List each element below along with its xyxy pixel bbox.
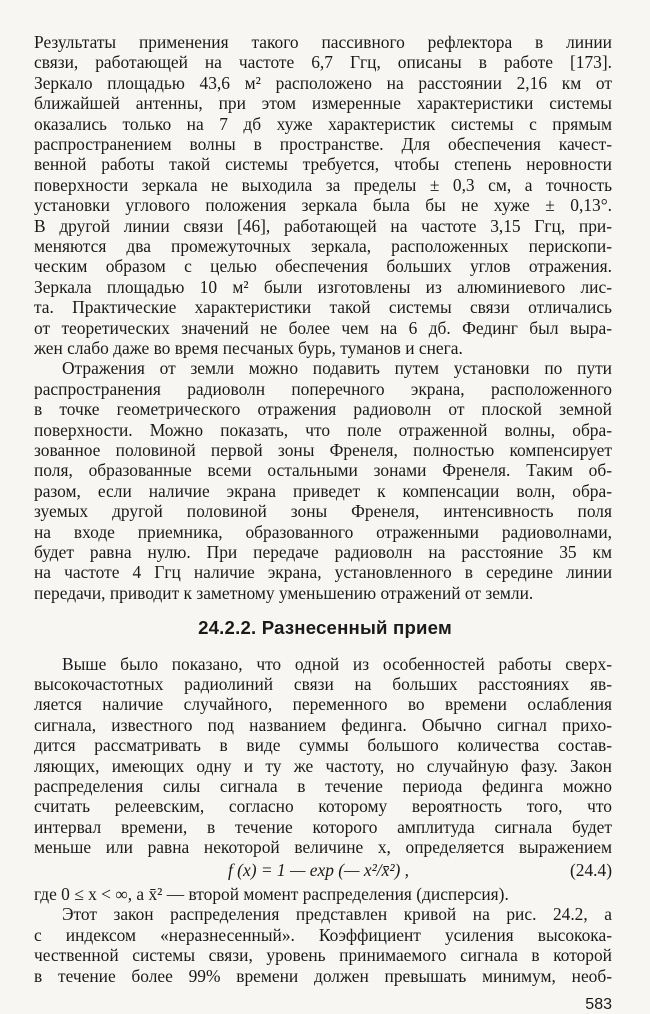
paragraph-1-line: Результаты применения такого пассивного рефлектора в линии	[34, 32, 612, 52]
paragraph-2-line: Отражения от земли можно подавить путем установки по пути	[62, 358, 612, 379]
paragraph-1-line: установки углового положения зеркала была бы не хуже ± 0,13°.	[34, 195, 612, 216]
paragraph-2-line: на входе приемника, образованного отраженными радиоволнами,	[34, 521, 612, 542]
paragraph-3-line: меньше или равна некоторой величине x, определяется выражением	[34, 837, 612, 858]
paragraph-2-line: будет равна нулю. При передаче радиоволн на расстояние 35 км	[34, 542, 612, 562]
paragraph-1-line: меняются два промежуточных зеркала, расположенных перископи-	[34, 236, 612, 256]
paragraph-1-line: Зеркало площадью 43,6 м² расположено на расстоянии 2,16 км от	[34, 72, 612, 93]
paragraph-3-line: ляется наличие случайного, переменного во времени ослабления	[34, 694, 612, 715]
paragraph-2-line: поля, образованные всеми остальными зонами Френеля. Таким об-	[34, 460, 612, 481]
paragraph-2-line: передачи, приводит к заметному уменьшению отражений от земли.	[34, 582, 534, 603]
paragraph-5-line: Этот закон распределения представлен кривой на рис. 24.2, а	[62, 904, 612, 925]
paragraph-1-line: венной работы такой системы требуется, чтобы степень неровности	[34, 154, 612, 175]
paragraph-3-line: распределения силы сигнала в течение периода фединга можно	[34, 776, 612, 796]
formula: f (x) = 1 — exp (— x²/x̄²) ,	[228, 859, 410, 880]
paragraph-1-line: Зеркала площадью 10 м² были изготовлены из алюминиевого лис-	[34, 276, 612, 297]
paragraph-2-line: зованное половиной первой зоны Френеля, полностью компенсирует	[34, 440, 612, 460]
paragraph-5-line: в течение более 99% времени должен превышать минимум, необ-	[34, 965, 612, 986]
paragraph-1-line: поверхности зеркала не выходила за пределы ± 0,3 см, а точность	[34, 174, 612, 195]
paragraph-2-line: на частоте 4 Ггц наличие экрана, установленного в середине линии	[34, 562, 612, 583]
paragraph-3-line: дится рассматривать в виде суммы большого количества состав-	[34, 735, 612, 756]
paragraph-2-line: в точке геометрического отражения радиоволн от плоской земной	[34, 399, 612, 420]
paragraph-1-line: связи, работающей на частоте 6,7 Ггц, описаны в работе [173].	[34, 52, 612, 73]
paragraph-1-line: та. Практические характеристики такой системы связи отличались	[34, 297, 612, 318]
paragraph-2-line: поверхности. Можно показать, что поле отраженной волны, обра-	[34, 419, 612, 440]
paragraph-3-line: сигнала, известного под названием фединга. Обычно сигнал прихо-	[34, 714, 612, 735]
paragraph-5-line: чественной системы связи, уровень принимаемого сигнала в которой	[34, 945, 612, 966]
equation-number: (24.4)	[569, 859, 612, 880]
paragraph-1-line: от теоретических значений не более чем на 6 дб. Фединг был выра-	[34, 317, 612, 338]
section-heading: 24.2.2. Разнесенный прием	[198, 617, 452, 639]
paragraph-3-line: ляющих, имеющих одну и ту же частоту, но случайную фазу. Закон	[34, 755, 612, 776]
paragraph-5-line: с индексом «неразнесенный». Коэффициент усиления высокока-	[34, 924, 612, 945]
paragraph-1-line: В другой линии связи [46], работающей на частоте 3,15 Ггц, при-	[34, 215, 612, 236]
paragraph-3-line: считать релеевским, согласно которому вероятность того, что	[34, 796, 612, 817]
paragraph-1-line: ближайшей антенны, при этом измеренные характеристики системы	[34, 93, 612, 114]
paragraph-1-line: оказались только на 7 дб хуже характеристик системы с прямым	[34, 113, 612, 134]
paragraph-3-line: Выше было показано, что одной из особенностей работы сверх-	[62, 653, 612, 674]
paragraph-3-line: интервал времени, в течение которого амплитуда сигнала будет	[34, 816, 612, 837]
page-number: 583	[585, 996, 612, 1013]
paragraph-2-line: зуемых другой половиной зоны Френеля, интенсивность поля	[34, 501, 612, 522]
paragraph-3-line: высокочастотных радиолиний связи на больших расстояниях яв-	[34, 674, 612, 694]
paragraph-1-line: жен слабо даже во время песчаных бурь, туманов и снега.	[34, 338, 463, 358]
paragraph-2-line: разом, если наличие экрана приведет к компенсации волн, обра-	[34, 480, 612, 501]
paragraph-1-line: распространением волны в пространстве. Для обеспечения качест-	[34, 134, 612, 154]
paragraph-4-line: где 0 ≤ x < ∞, а x̄² — второй момент распределения (дисперсия).	[34, 884, 509, 904]
paragraph-2-line: распространения радиоволн поперечного экрана, расположенного	[34, 378, 612, 399]
paragraph-1-line: ческим образом с целью обеспечения больших углов отражения.	[34, 256, 612, 277]
